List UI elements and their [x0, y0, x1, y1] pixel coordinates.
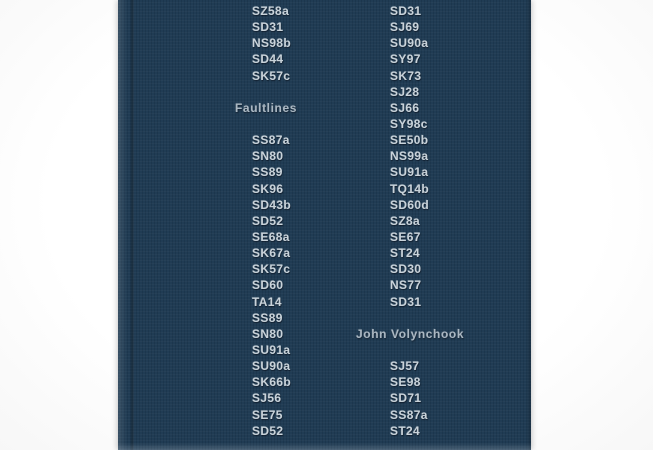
code-label: TA14 — [252, 294, 282, 309]
code-label: ST24 — [390, 423, 421, 438]
code-line — [252, 407, 297, 423]
code-label: SD44 — [252, 52, 284, 67]
code-label: SS87a — [390, 407, 428, 422]
code-line — [252, 164, 297, 180]
code-label: SK67a — [252, 246, 291, 261]
section-heading: Faultlines — [235, 100, 298, 115]
code-line — [252, 310, 297, 326]
code-label: SK57c — [252, 68, 291, 83]
code-line — [252, 181, 297, 197]
code-line — [252, 35, 297, 51]
code-line — [390, 374, 464, 390]
code-label: SY98c — [390, 116, 428, 131]
code-line — [390, 423, 464, 439]
code-label: SD43b — [252, 197, 292, 212]
code-line — [390, 197, 464, 213]
code-line — [390, 390, 464, 406]
code-line — [390, 407, 464, 423]
cover-right-edge — [526, 0, 531, 450]
code-line — [390, 213, 464, 229]
code-label: SU90a — [390, 36, 429, 51]
code-line — [252, 68, 297, 84]
blank-line — [356, 342, 464, 358]
code-label: SK73 — [390, 68, 422, 83]
code-line — [390, 148, 464, 164]
code-line — [390, 116, 464, 132]
code-line — [252, 229, 297, 245]
code-label: SE75 — [252, 407, 283, 422]
code-label: SK66b — [252, 375, 292, 390]
code-label: SD31 — [252, 20, 284, 35]
code-line — [390, 100, 464, 116]
code-line — [252, 19, 297, 35]
code-line — [252, 277, 297, 293]
code-line — [390, 68, 464, 84]
code-line — [252, 148, 297, 164]
cover-hinge-groove — [130, 0, 134, 450]
code-label: SS89 — [252, 165, 283, 180]
code-line — [390, 229, 464, 245]
code-line — [252, 294, 297, 310]
code-label: SZ58a — [252, 4, 290, 18]
code-label: SY97 — [390, 52, 421, 67]
code-label: SJ66 — [390, 100, 420, 115]
code-line — [390, 164, 464, 180]
code-column-right — [356, 3, 464, 439]
code-line — [252, 326, 297, 342]
code-line — [252, 132, 297, 148]
code-line — [390, 84, 464, 100]
code-label: SK57c — [252, 262, 291, 277]
section-heading-line — [356, 326, 464, 342]
code-label: SZ8a — [390, 213, 421, 228]
code-label: NS77 — [390, 278, 422, 293]
code-label: SD52 — [252, 213, 284, 228]
code-line — [390, 277, 464, 293]
code-label: SD60 — [252, 278, 284, 293]
code-label: ST24 — [390, 246, 421, 261]
code-label: SD31 — [390, 294, 422, 309]
book-cover — [118, 0, 531, 450]
code-label: SD31 — [390, 4, 422, 18]
blank-line — [235, 116, 297, 132]
code-label: SE67 — [390, 229, 421, 244]
code-column-left — [235, 3, 297, 439]
code-line — [390, 181, 464, 197]
code-label: SE50b — [390, 133, 429, 148]
code-line — [252, 3, 297, 19]
code-label: SU90a — [252, 359, 291, 374]
code-line — [252, 423, 297, 439]
code-label: SN80 — [252, 326, 284, 341]
code-label: SD52 — [252, 423, 284, 438]
code-label: SJ57 — [390, 359, 420, 374]
code-label: SD71 — [390, 391, 422, 406]
code-line — [390, 261, 464, 277]
code-label: SD60d — [390, 197, 430, 212]
code-line — [390, 35, 464, 51]
code-line — [252, 51, 297, 67]
code-label: SU91a — [252, 342, 291, 357]
blank-line — [235, 84, 297, 100]
code-label: SN80 — [252, 149, 284, 164]
code-label: SJ56 — [252, 391, 282, 406]
code-line — [390, 51, 464, 67]
code-label: SK96 — [252, 181, 284, 196]
code-label: SE68a — [252, 229, 290, 244]
code-label: SJ69 — [390, 20, 420, 35]
code-line — [390, 294, 464, 310]
code-label: SJ28 — [390, 84, 420, 99]
code-line — [252, 390, 297, 406]
code-line — [252, 197, 297, 213]
blank-line — [356, 310, 464, 326]
code-line — [390, 3, 464, 19]
section-heading: John Volynchook — [356, 326, 465, 341]
cover-bottom-edge — [118, 443, 531, 450]
code-line — [252, 358, 297, 374]
code-label: SS87a — [252, 133, 290, 148]
code-line — [390, 19, 464, 35]
spine-edge-highlight — [118, 0, 127, 450]
code-line — [252, 374, 297, 390]
code-label: SE98 — [390, 375, 421, 390]
code-label: SD30 — [390, 262, 422, 277]
code-label: NS98b — [252, 36, 292, 51]
code-line — [252, 245, 297, 261]
code-line — [390, 245, 464, 261]
code-line — [252, 261, 297, 277]
code-label: TQ14b — [390, 181, 430, 196]
code-line — [390, 132, 464, 148]
code-label: NS99a — [390, 149, 429, 164]
code-label: SS89 — [252, 310, 283, 325]
code-line — [252, 213, 297, 229]
code-line — [252, 342, 297, 358]
code-line — [390, 358, 464, 374]
section-heading-line — [235, 100, 297, 116]
code-label: SU91a — [390, 165, 429, 180]
